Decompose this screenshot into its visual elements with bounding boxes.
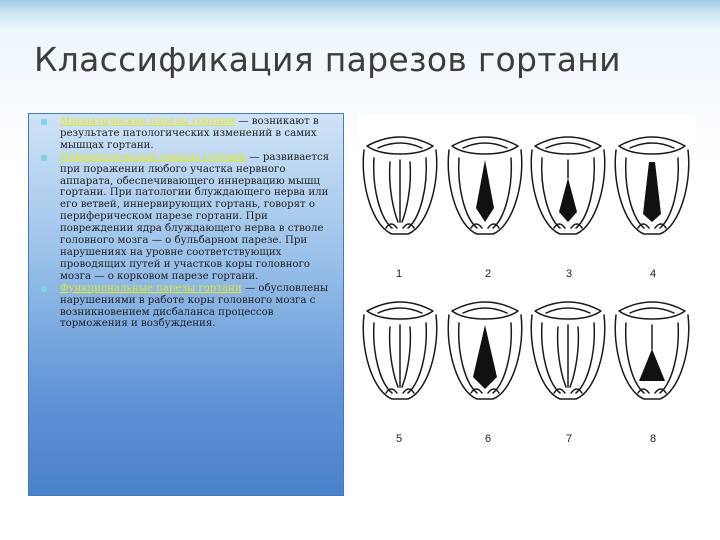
- bullet-term: Миопатические парезы гортани: [60, 116, 236, 127]
- glottis-opening: [473, 325, 497, 389]
- larynx-view: [615, 302, 689, 399]
- larynx-view: [363, 302, 437, 399]
- figure-label: 4: [650, 268, 657, 280]
- larynx-view: [531, 137, 605, 234]
- glottis-opening: [559, 178, 577, 222]
- figure-label: 8: [650, 433, 657, 445]
- bullet-item: [40, 283, 340, 331]
- bullet-marker-icon: [41, 155, 47, 161]
- larynx-view: [448, 302, 522, 399]
- glottis-opening: [476, 160, 494, 222]
- larynx-view: [363, 137, 437, 234]
- figure-label: 6: [485, 433, 492, 445]
- glottis-opening: [643, 162, 661, 222]
- larynx-figure: [358, 113, 696, 453]
- bullet-text: — обусловлены нарушениями в работе коры головного мозга с возникновением дисбаланса процессов торможения и возбуждения.: [60, 282, 329, 330]
- bullet-item: [40, 152, 340, 283]
- larynx-view: [615, 137, 689, 234]
- header-band: [0, 0, 720, 30]
- bullet-text: — возникают в результате патологических изменений в самих мышцах гортани.: [60, 116, 319, 151]
- glottis-opening: [639, 349, 665, 381]
- bullet-text: — развивается при поражении любого участка нервного аппарата, обеспечивающего иннервацию мышц гортани. При патологии блуждающего нерва или его ветвей, иннервирующих гортань, говорят о периферическом парезе гортани. При повреждении ядра блуждающего нерва в стволе головного мозга — о бульбарном парезе. При нарушениях на уровне соответствующих проводящих путей и участков коры головного мозга — о корковом парезе гортани.: [60, 151, 330, 282]
- figure-label: 5: [396, 433, 403, 445]
- bullet-item: [40, 116, 340, 152]
- bullet-term: Функциональные парезы гортани: [60, 282, 242, 294]
- larynx-view: [531, 302, 605, 399]
- bullet-marker-icon: [41, 286, 47, 292]
- slide-title: Классификация парезов гортани: [34, 40, 621, 79]
- bullet-list: [40, 116, 340, 330]
- larynx-view: [448, 137, 522, 234]
- figure-label: 3: [566, 268, 573, 280]
- bullet-marker-icon: [41, 119, 47, 125]
- bullet-term: Нейропатические парезы гортани: [60, 151, 247, 163]
- figure-label: 2: [485, 268, 492, 280]
- figure-label: 7: [566, 433, 573, 445]
- figure-label: 1: [396, 268, 403, 280]
- larynx-diagram: [358, 113, 696, 453]
